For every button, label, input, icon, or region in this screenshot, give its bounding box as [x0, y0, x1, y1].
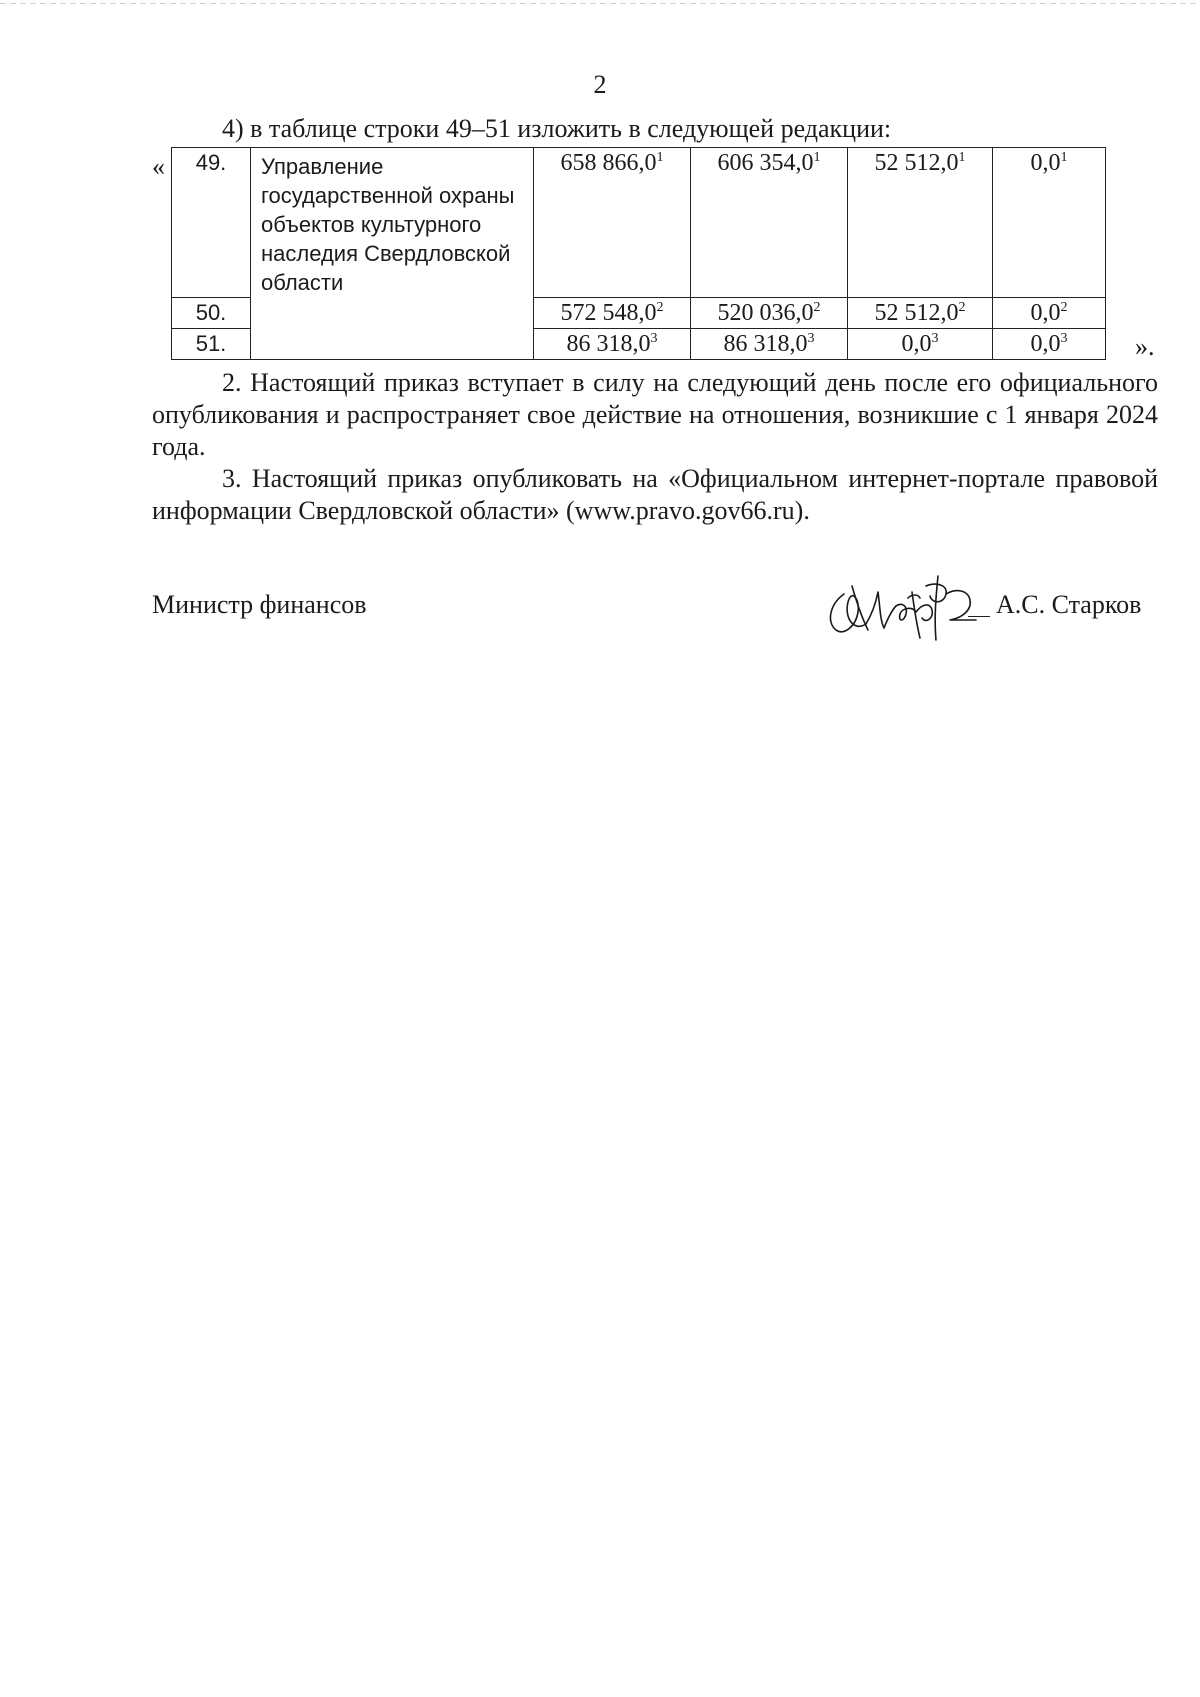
footnote-mark: 1 — [1060, 150, 1068, 165]
table-cell — [993, 329, 1106, 360]
top-border-rule — [0, 3, 1200, 4]
table-cell — [848, 148, 993, 298]
data-table — [171, 147, 1106, 360]
cell-value: 86 318,0 — [723, 331, 808, 357]
footnote-mark: 3 — [807, 331, 815, 346]
footnote-mark: 3 — [1060, 331, 1068, 346]
footnote-mark: 1 — [813, 150, 821, 165]
table-cell — [691, 148, 848, 298]
handwritten-signature — [822, 566, 982, 646]
footnote-mark: 2 — [958, 300, 966, 315]
footnote-mark: 2 — [813, 300, 821, 315]
cell-value: 52 512,0 — [874, 150, 959, 176]
signature-underline — [968, 616, 990, 617]
footnote-mark: 3 — [650, 331, 658, 346]
signatory-name: А.С. Старков — [996, 590, 1142, 619]
table-cell — [993, 148, 1106, 298]
table-cell — [534, 329, 691, 360]
footnote-mark: 3 — [931, 331, 939, 346]
table-cell — [691, 329, 848, 360]
intro-text: 4) в таблице строки 49–51 изложить в следующей редакции: — [222, 114, 892, 143]
row-number: 51. — [172, 329, 251, 360]
cell-value: 0,0 — [901, 331, 932, 357]
closing-quote: ». — [1135, 332, 1155, 361]
footnote-mark: 2 — [656, 300, 664, 315]
paragraph-3 — [152, 463, 1158, 527]
paragraph-2 — [152, 367, 1158, 463]
cell-value: 86 318,0 — [566, 331, 651, 357]
table-row — [172, 148, 1106, 298]
cell-value: 0,0 — [1030, 331, 1061, 357]
cell-value: 658 866,0 — [560, 150, 657, 176]
table-cell — [848, 329, 993, 360]
opening-quote: « — [152, 152, 165, 181]
row-number: 49. — [172, 148, 251, 298]
paragraph-3-text: 3. Настоящий приказ опубликовать на «Официальном интернет-портале правовой информации Свердловской области» (www.pravo.gov66.ru). — [152, 464, 1158, 525]
table-cell — [848, 298, 993, 329]
signatory-title: Министр финансов — [152, 590, 367, 619]
cell-value: 606 354,0 — [717, 150, 814, 176]
row-number: 50. — [172, 298, 251, 329]
cell-value: 52 512,0 — [874, 300, 959, 326]
cell-value: 520 036,0 — [717, 300, 814, 326]
paragraph-2-text: 2. Настоящий приказ вступает в силу на следующий день после его официального опубликования и распространяет свое действие на отношения, возникшие с 1 января 2024 года. — [152, 368, 1158, 461]
footnote-mark: 1 — [656, 150, 664, 165]
organization-name: Управление государственной охраны объектов культурного наследия Свердловской области — [251, 148, 534, 360]
table-cell — [993, 298, 1106, 329]
footnote-mark: 2 — [1060, 300, 1068, 315]
table-cell — [534, 148, 691, 298]
cell-value: 0,0 — [1030, 150, 1061, 176]
cell-value: 572 548,0 — [560, 300, 657, 326]
table-cell — [691, 298, 848, 329]
table-cell — [534, 298, 691, 329]
page-number: 2 — [593, 70, 607, 99]
cell-value: 0,0 — [1030, 300, 1061, 326]
footnote-mark: 1 — [958, 150, 966, 165]
